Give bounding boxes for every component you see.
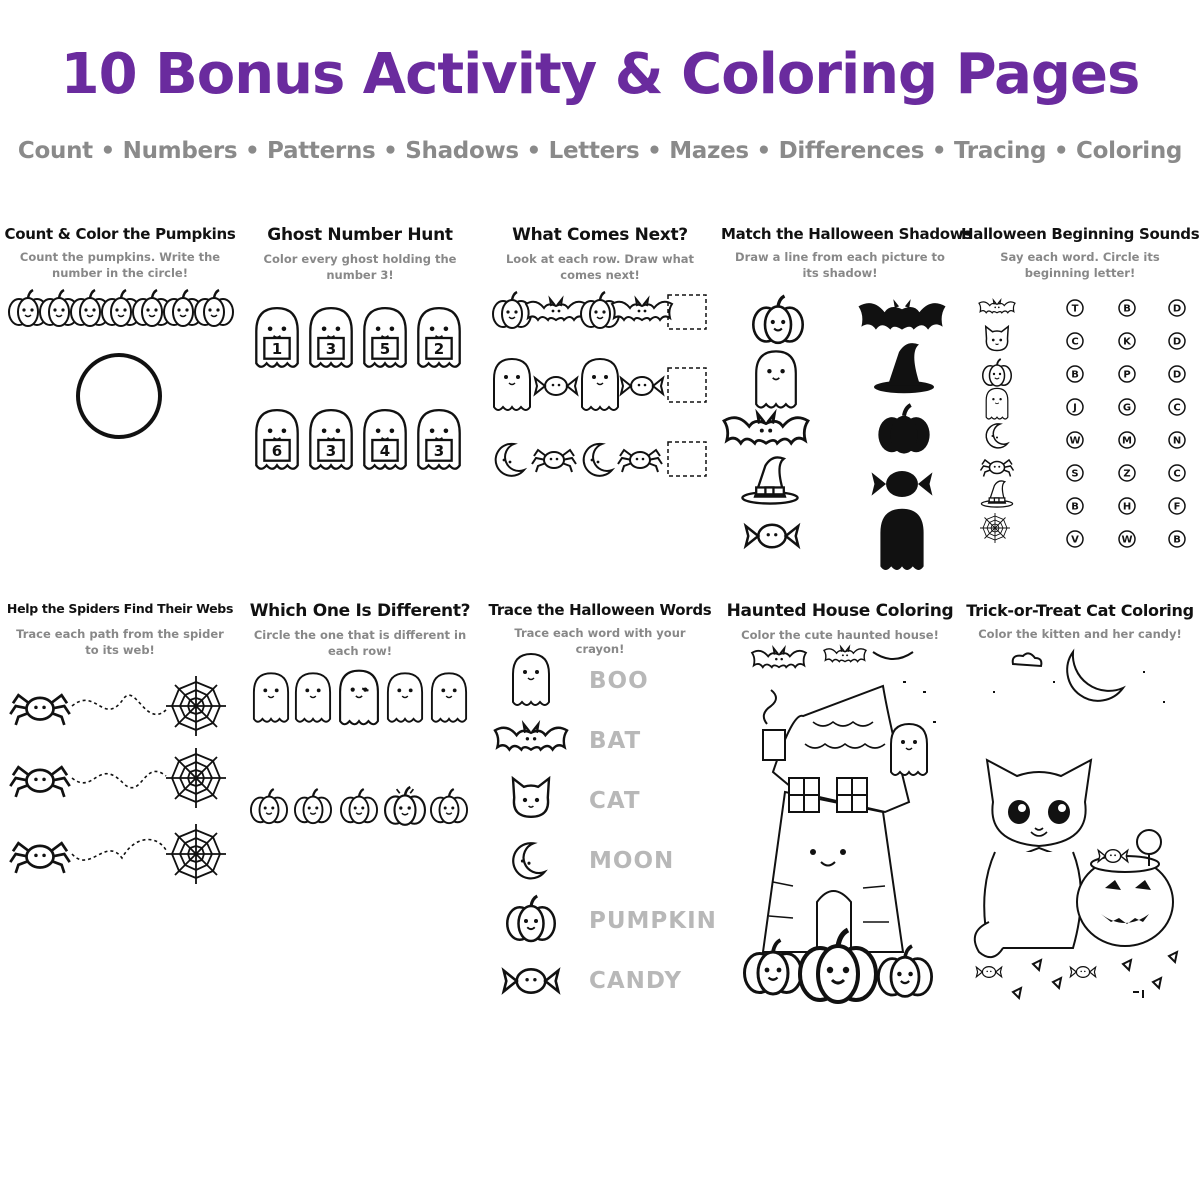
card-trace-words: [481, 601, 719, 657]
spider-icon: [10, 695, 69, 725]
candy-icon: [535, 377, 577, 395]
ghost-number: 2: [433, 340, 445, 358]
spider-icon: [532, 450, 576, 472]
card-match-shadows: [721, 225, 972, 281]
pumpkin-shadow: [878, 405, 929, 454]
spider-icon: [10, 843, 69, 873]
ghost-icon: [756, 351, 796, 407]
candy-icon: [746, 525, 799, 548]
haunted-house-illustration: [733, 652, 943, 1007]
ghost-number: 4: [379, 442, 391, 460]
pumpkin-icon: [295, 789, 331, 823]
letter-choice: G: [1122, 402, 1132, 414]
ghost-shadow: [880, 509, 923, 570]
letter-choice: H: [1122, 501, 1132, 513]
pumpkin-icon: [493, 292, 531, 328]
ghost-icon: [582, 359, 618, 410]
shadow-match: [726, 290, 956, 560]
pumpkin-icon: [581, 292, 619, 328]
trace-path: [72, 771, 166, 787]
letter-choice: D: [1172, 336, 1182, 348]
answer-circle[interactable]: [69, 346, 169, 446]
witch-hat-shadow: [874, 343, 934, 393]
ghost-icon-different: [340, 671, 378, 725]
card-trick-or-treat-cat: [961, 601, 1199, 642]
witch-hat-icon: [981, 481, 1012, 507]
answer-box: [668, 295, 706, 329]
candy-shadow: [872, 471, 933, 497]
card-instruction: Say each word. Circle its beginning letter!: [1000, 250, 1160, 280]
page-title: 10 Bonus Activity & Coloring Pages: [60, 42, 1140, 107]
card-title: Ghost Number Hunt: [267, 225, 453, 245]
letter-choice: D: [1172, 303, 1182, 315]
spider-web-icon: [166, 824, 226, 884]
ghost-icon: [296, 673, 330, 721]
trace-word: BOO: [589, 668, 649, 694]
card-title: Which One Is Different?: [249, 601, 471, 621]
letter-choice: F: [1173, 501, 1181, 513]
card-instruction: Trace each word with your crayon!: [514, 626, 686, 656]
letter-choice: B: [1071, 369, 1079, 381]
ghost-icon: [986, 388, 1008, 419]
letter-choice: B: [1123, 303, 1131, 315]
card-title: Halloween Beginning Sounds: [961, 225, 1200, 243]
moon-icon: [496, 444, 524, 476]
letter-choice: B: [1071, 501, 1079, 513]
ghost-number: 1: [271, 340, 283, 358]
card-instruction: Trace each path from the spider to its web!: [16, 627, 224, 657]
ghost-number: 6: [271, 442, 283, 460]
cat-icon: [986, 327, 1009, 351]
card-instruction: Draw a line from each picture to its shadow!: [735, 250, 945, 280]
card-instruction: Circle the one that is different in each row!: [253, 628, 467, 658]
pumpkin-icon: [507, 896, 555, 941]
pattern-rows: [484, 290, 714, 490]
ghost-icon: [494, 359, 530, 410]
card-instruction: Count the pumpkins. Write the number in the circle!: [19, 250, 221, 280]
pumpkin-icon: [753, 296, 802, 343]
bat-icon: [495, 724, 567, 749]
answer-box: [668, 368, 706, 402]
letter-choice: C: [1173, 468, 1181, 480]
letter-choice: C: [1173, 402, 1181, 414]
card-what-comes-next: [481, 225, 719, 283]
letter-choice: P: [1123, 369, 1131, 381]
candy-icon: [504, 969, 559, 992]
card-title: Count & Color the Pumpkins: [4, 225, 236, 243]
bat-icon: [724, 414, 808, 443]
ghost-icon: [432, 673, 466, 721]
spider-icon: [618, 450, 662, 472]
trace-path: [72, 695, 166, 714]
bat-shadow: [859, 299, 946, 329]
card-title: Trick-or-Treat Cat Coloring: [966, 601, 1194, 620]
trace-word: BAT: [589, 728, 642, 754]
card-spider-webs: [1, 601, 239, 658]
card-instruction: Look at each row. Draw what comes next!: [505, 252, 695, 282]
card-which-different: [241, 601, 479, 659]
card-title: Match the Halloween Shadows: [721, 225, 972, 243]
ghost-icon: [254, 673, 288, 721]
pumpkin-icon: [431, 789, 467, 823]
witch-hat-icon: [742, 457, 797, 503]
letter-choice: M: [1122, 435, 1132, 447]
card-ghost-number-hunt: [241, 225, 479, 283]
letter-choice: B: [1173, 534, 1181, 546]
spider-icon: [981, 460, 1014, 477]
letter-choice: N: [1172, 435, 1182, 447]
moon-icon: [986, 424, 1007, 448]
ghost-number: 3: [433, 442, 445, 460]
ghost-grid: [245, 290, 475, 490]
answer-box: [668, 442, 706, 476]
moon-icon: [584, 444, 612, 476]
card-title: Haunted House Coloring: [726, 601, 954, 621]
letter-choice: W: [1121, 534, 1133, 546]
pumpkin-icon: [251, 789, 287, 823]
letter-choice: S: [1071, 468, 1079, 480]
pumpkin-icon: [983, 359, 1012, 386]
moon-icon: [513, 843, 544, 878]
letter-rows: [965, 290, 1200, 550]
card-instruction: Color every ghost holding the number 3!: [263, 252, 457, 282]
ghost-number: 3: [325, 340, 337, 358]
trace-word: MOON: [589, 848, 675, 874]
candy-icon: [621, 377, 663, 395]
bat-icon: [612, 299, 672, 320]
pumpkin-icon: [341, 789, 377, 823]
bat-icon: [979, 300, 1015, 313]
pumpkin-icon: [195, 290, 233, 326]
card-title: Trace the Halloween Words: [488, 601, 712, 619]
spider-maze: [6, 666, 236, 886]
pumpkin-row: [1, 292, 239, 332]
trace-word: CANDY: [589, 968, 683, 994]
trace-word-icons: [490, 650, 580, 1010]
letter-choice: J: [1073, 402, 1077, 414]
card-haunted-house: [721, 601, 959, 643]
spider-icon: [10, 767, 69, 797]
activity-list: Count • Numbers • Patterns • Shadows • Letters • Mazes • Differences • Tracing • Coloring: [17, 138, 1183, 164]
cat-illustration: [973, 652, 1188, 1007]
letter-choice: W: [1069, 435, 1081, 447]
letter-choice: D: [1172, 369, 1182, 381]
trace-path: [72, 840, 166, 861]
letter-choice: V: [1071, 534, 1079, 546]
ghost-icon: [388, 673, 422, 721]
ghost-number: 5: [379, 340, 391, 358]
card-instruction: Color the kitten and her candy!: [978, 627, 1182, 641]
spider-web-icon: [980, 513, 1010, 543]
ghost-number: 3: [325, 442, 337, 460]
card-count-pumpkins: [1, 225, 239, 281]
spider-web-icon: [166, 676, 226, 736]
card-instruction: Color the cute haunted house!: [741, 628, 939, 642]
trace-word: CAT: [589, 788, 641, 814]
difference-rows: [245, 666, 475, 846]
bat-icon: [526, 299, 586, 320]
letter-choice: T: [1071, 303, 1079, 315]
card-beginning-sounds: [961, 225, 1199, 281]
letter-choice: Z: [1123, 468, 1131, 480]
pumpkin-icon-different: [385, 787, 425, 825]
trace-word: PUMPKIN: [589, 908, 717, 934]
card-title: Help the Spiders Find Their Webs: [6, 601, 234, 616]
ghost-icon: [513, 654, 549, 705]
spider-web-icon: [166, 748, 226, 808]
letter-choice: C: [1071, 336, 1079, 348]
cat-icon: [513, 778, 549, 816]
letter-choice: K: [1123, 336, 1131, 348]
card-title: What Comes Next?: [512, 225, 688, 245]
